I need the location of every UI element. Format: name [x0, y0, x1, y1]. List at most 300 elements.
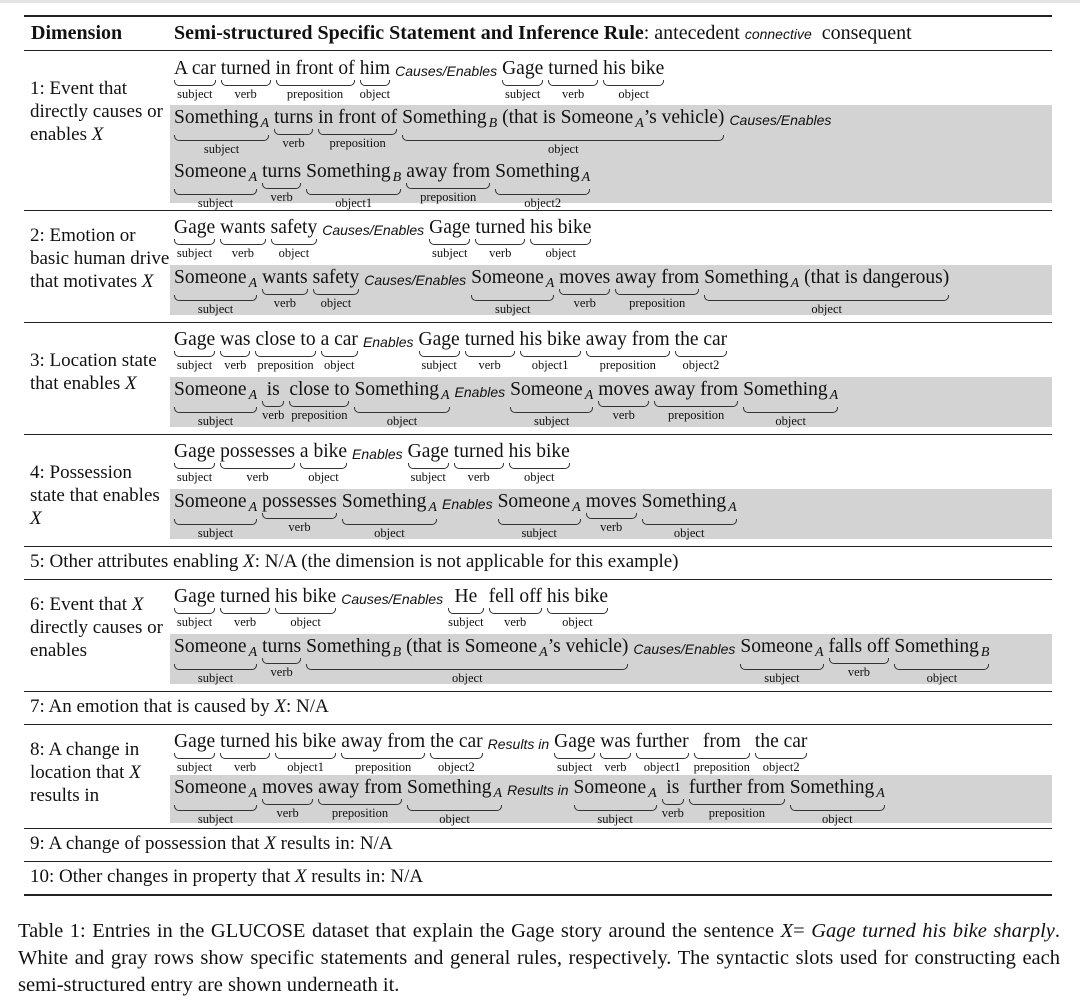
underbrace: [262, 183, 301, 189]
slot: [306, 160, 401, 210]
slot: [262, 266, 308, 310]
specific-statement: [174, 730, 812, 778]
table-row: [24, 211, 1052, 323]
slot-text: fell off: [488, 586, 542, 607]
slot-label: verb: [288, 520, 311, 534]
slot-label: object: [278, 246, 310, 260]
slot-text: further from: [688, 777, 785, 798]
slot-label: object: [452, 671, 483, 685]
slot-label: object: [523, 470, 555, 484]
slot-label: verb: [600, 520, 623, 534]
slot: [342, 490, 437, 540]
slot: [262, 378, 284, 422]
slot-text: Someone $_A$: [573, 777, 657, 801]
underbrace: [509, 463, 570, 469]
slot-subscript: A: [581, 170, 591, 185]
underbrace: [174, 664, 257, 670]
slot: [419, 328, 460, 372]
slot-subscript: A: [829, 388, 839, 403]
underbrace: [289, 401, 349, 407]
underbrace: [318, 129, 397, 135]
slot-text: moves: [585, 491, 637, 512]
slot: [262, 490, 337, 534]
slot: [289, 378, 349, 422]
slot-label: preposition: [257, 358, 314, 372]
slot-label: object2: [762, 760, 800, 774]
slot-text: Someone $_A$: [497, 491, 581, 515]
dimension-label: 4: Possession state that enables X: [30, 462, 160, 529]
slot-text: A car: [174, 58, 216, 79]
slot-text: Someone $_A$: [740, 636, 824, 660]
slot-text: Someone $_A$: [174, 777, 258, 801]
slot: [221, 57, 271, 101]
slot-text: is: [266, 379, 280, 400]
slot-label: subject: [197, 414, 234, 428]
slot-subscript: A: [572, 500, 581, 515]
slot-text: falls off: [828, 636, 890, 657]
slot-label: object: [811, 302, 842, 316]
slot: [174, 585, 215, 629]
slot-text: was: [600, 731, 631, 752]
slot-label: verb: [612, 408, 635, 422]
underbrace: [465, 351, 515, 357]
slot-text: away from: [585, 329, 670, 350]
slot-subscript: B: [392, 645, 402, 660]
slot: [341, 730, 425, 774]
connective: Causes/Enables: [633, 641, 736, 657]
slot-label: verb: [233, 615, 257, 629]
slot: [271, 216, 318, 260]
connective: Causes/Enables: [729, 112, 832, 128]
slot: [598, 378, 649, 422]
slot-text: Gage: [174, 731, 216, 752]
slot-text: away from: [318, 777, 402, 798]
underbrace: [694, 753, 750, 759]
slot-label: object: [562, 615, 593, 629]
table-caption: [18, 918, 1060, 999]
slot: [220, 328, 250, 372]
slot-text: a car: [320, 329, 358, 350]
slot-text: turns: [262, 636, 302, 657]
slot-label: subject: [177, 87, 213, 101]
underbrace: [740, 664, 823, 670]
slot-label: object: [775, 414, 806, 428]
slot-text: Something $_A$: [743, 379, 839, 403]
slot-text: wants: [262, 267, 308, 288]
specific-statement: [174, 57, 669, 105]
slot: [406, 160, 490, 204]
underbrace: [408, 463, 449, 469]
slot-label: subject: [197, 302, 234, 316]
slot-label: verb: [847, 665, 871, 679]
underbrace: [574, 805, 657, 811]
slot-label: preposition: [420, 190, 477, 204]
underbrace: [554, 753, 595, 759]
slot: [262, 776, 313, 820]
general-rule: [170, 634, 1052, 684]
slot-label: verb: [573, 296, 596, 310]
underbrace: [586, 513, 637, 519]
slot-label: verb: [276, 806, 299, 820]
slot: [174, 378, 257, 428]
slot-label: verb: [604, 760, 627, 774]
table-header: [24, 15, 1052, 51]
slot-text: Gage: [429, 217, 471, 238]
slot-label: object: [439, 812, 470, 826]
slot: [402, 106, 724, 156]
slot-text: Something $_A$: [789, 777, 885, 801]
slot-text: He: [454, 586, 478, 607]
header-consequent: consequent: [816, 22, 912, 44]
slot-text: Someone $_A$: [174, 379, 258, 403]
underbrace: [271, 239, 318, 245]
underbrace: [600, 753, 630, 759]
underbrace: [275, 608, 336, 614]
underbrace: [174, 80, 216, 86]
slot-subscript: A: [248, 500, 258, 515]
slot-text: Something $_A$: [495, 161, 591, 185]
slot-label: subject: [176, 470, 213, 484]
slot-text: Something $_B$: [306, 161, 402, 185]
slot-text: was: [220, 329, 251, 350]
underbrace: [755, 753, 808, 759]
slot: [704, 266, 949, 316]
underbrace: [471, 295, 554, 301]
slot-label: subject: [410, 470, 446, 484]
slot: [475, 216, 525, 260]
slot-text: his bike: [519, 329, 581, 350]
slot-subscript: A: [248, 388, 258, 403]
general-rule: [170, 105, 1052, 210]
slot-text: Something $_B$ (that is Someone $_A$’s vehicle): [402, 107, 725, 131]
slot-label: subject: [521, 526, 557, 540]
slot-subscript: A: [584, 388, 594, 403]
underbrace: [510, 407, 593, 413]
slot-label: verb: [233, 760, 257, 774]
slot: [502, 57, 543, 101]
slot-subscript: B: [392, 170, 402, 185]
slot: [220, 216, 266, 260]
slot-label: object: [673, 526, 705, 540]
underbrace: [448, 608, 483, 614]
underbrace: [341, 753, 425, 759]
slot: [174, 635, 257, 685]
slot: [465, 328, 515, 372]
underbrace: [174, 135, 269, 141]
slot-label: preposition: [355, 760, 412, 774]
slot-label: verb: [467, 470, 490, 484]
slot: [313, 266, 360, 310]
underbrace: [829, 658, 890, 664]
header-antecedent: : antecedent: [643, 22, 745, 44]
slot: [790, 776, 885, 826]
slot-label: verb: [262, 408, 285, 422]
underbrace: [615, 289, 699, 295]
underbrace: [318, 799, 402, 805]
slot: [275, 585, 336, 629]
slot: [740, 635, 823, 685]
underbrace: [221, 80, 271, 86]
slot: [471, 266, 554, 316]
slot-text: his bike: [530, 217, 592, 238]
slot-text: Gage: [174, 586, 216, 607]
underbrace: [174, 189, 257, 195]
underbrace: [454, 463, 504, 469]
connective: Enables: [352, 446, 403, 462]
slot: [174, 160, 257, 210]
slot-label: object: [386, 414, 418, 428]
slot-subscript: A: [728, 500, 737, 515]
slot-text: safety: [312, 267, 360, 288]
slot-text: Something $_B$ (that is Someone $_A$’s vehicle): [306, 636, 629, 660]
slot-text: turned: [548, 58, 599, 79]
slot-label: preposition: [286, 87, 344, 101]
slot-text: his bike: [508, 441, 570, 462]
slot-label: verb: [270, 190, 293, 204]
underbrace: [675, 351, 728, 357]
slot-label: object: [926, 671, 958, 685]
underbrace: [489, 608, 542, 614]
slot-text: his bike: [274, 586, 337, 607]
underbrace: [530, 239, 591, 245]
dimension-na: 7: An emotion that is caused by X: N/A: [30, 696, 329, 717]
slot-text: turned: [220, 731, 270, 752]
dimension-na: 10: Other changes in property that X results in: N/A: [30, 866, 424, 887]
underbrace: [174, 753, 215, 759]
specific-statement: [174, 585, 613, 633]
slot: [174, 776, 257, 826]
specific-statement: [174, 328, 732, 376]
slot-subscript: A: [545, 276, 555, 291]
slot-label: object: [618, 87, 649, 101]
slot: [262, 160, 301, 204]
dimension-label: 8: A change in location that X results in: [30, 739, 141, 806]
slot-label: subject: [197, 526, 234, 540]
underbrace: [407, 805, 502, 811]
slot-text: moves: [262, 777, 314, 798]
slot-text: turned: [464, 329, 515, 350]
dimension-label: 2: Emotion or basic human drive that motivates X: [30, 225, 170, 292]
general-rule: [170, 775, 1052, 826]
slot-label: preposition: [708, 806, 765, 820]
slot-label: subject: [197, 812, 234, 826]
slot-text: moves: [559, 267, 611, 288]
dimension-label: 1: Event that directly causes or enables X: [30, 78, 163, 145]
slot-label: object2: [682, 358, 720, 372]
specific-statement: [174, 216, 596, 264]
slot: [743, 378, 838, 428]
slot: [603, 57, 664, 101]
caption-variable: X: [780, 920, 794, 942]
slot: [354, 378, 449, 428]
slot: [554, 730, 595, 774]
underbrace: [306, 189, 401, 195]
slot-text: is: [666, 777, 680, 798]
table-row: [24, 547, 1052, 580]
slot-label: preposition: [693, 760, 750, 774]
underbrace: [598, 401, 649, 407]
slot: [318, 106, 397, 150]
underbrace: [559, 289, 610, 295]
table-row: [24, 51, 1052, 211]
slot: [220, 440, 295, 484]
slot-label: subject: [764, 671, 800, 685]
slot-text: possesses: [262, 491, 337, 512]
slot: [360, 57, 391, 101]
slot-text: moves: [598, 379, 650, 400]
slot-text: Something $_B$: [894, 636, 990, 660]
slot-text: from: [702, 731, 741, 752]
general-rule: [170, 265, 1052, 315]
slot-label: subject: [597, 812, 633, 826]
connective: Causes/Enables: [395, 63, 498, 79]
slot-text: the car: [754, 731, 808, 752]
top-edge: [0, 0, 1080, 3]
slot: [654, 378, 738, 422]
slot: [509, 440, 570, 484]
slot-text: turned: [220, 586, 270, 607]
slot-label: preposition: [291, 408, 348, 422]
underbrace: [220, 351, 250, 357]
underbrace: [548, 80, 598, 86]
slot-text: Someone $_A$: [174, 267, 258, 291]
slot-text: Gage: [502, 58, 544, 79]
underbrace: [704, 295, 949, 301]
slot-label: subject: [176, 760, 213, 774]
slot: [408, 440, 449, 484]
slot: [220, 585, 270, 629]
underbrace: [313, 289, 360, 295]
slot-text: Gage: [174, 441, 216, 462]
underbrace: [360, 80, 391, 86]
slot-text: safety: [270, 217, 318, 238]
slot-subscript: A: [248, 645, 258, 660]
slot: [547, 585, 608, 629]
underbrace: [274, 129, 313, 135]
slot-label: verb: [224, 358, 247, 372]
slot: [615, 266, 699, 310]
dimension-na: 5: Other attributes enabling X: N/A (the dimension is not applicable for this example): [30, 551, 679, 572]
slot-subscript: A: [428, 500, 437, 515]
slot-label: object: [308, 470, 339, 484]
underbrace: [174, 463, 215, 469]
header-connective: connective: [744, 26, 812, 42]
slot: [574, 776, 657, 826]
underbrace: [520, 351, 581, 357]
slot-label: subject: [421, 358, 457, 372]
underbrace: [174, 351, 215, 357]
underbrace: [654, 401, 738, 407]
header-statement-bold: Semi-structured Specific Statement and Inference Rule: [174, 22, 644, 44]
slot-text: the car: [430, 731, 483, 752]
slot-text: his bike: [546, 586, 609, 607]
slot: [306, 635, 628, 685]
underbrace: [262, 401, 284, 407]
slot-text: Gage: [554, 731, 596, 752]
slot-text: in front of: [318, 107, 398, 128]
slot-text: his bike: [274, 731, 337, 752]
underbrace: [475, 239, 525, 245]
slot-label: object: [545, 246, 577, 260]
underbrace: [406, 183, 490, 189]
slot-subscript: A: [648, 786, 657, 801]
slot-label: subject: [504, 87, 541, 101]
slot-label: subject: [197, 196, 234, 210]
underbrace: [894, 664, 989, 670]
underbrace: [342, 519, 437, 525]
slot-label: object: [359, 87, 391, 101]
caption-text-rest: . White and gray rows show specific statements and general rules, respectively. The syntactic slots used for constructing each semi-structured entry are shown underneath it.: [18, 920, 1061, 996]
slot-label: object1: [643, 760, 681, 774]
slot-label: object2: [438, 760, 475, 774]
slot-text: away from: [341, 731, 426, 752]
slot-label: subject: [448, 615, 484, 629]
slot-label: subject: [495, 302, 531, 316]
underbrace: [220, 463, 295, 469]
slot: [694, 730, 750, 774]
table-row: [24, 829, 1052, 862]
slot-subscript: A: [248, 786, 258, 801]
slot: [274, 106, 313, 150]
slot: [174, 106, 269, 156]
slot: [174, 440, 215, 484]
slot-label: preposition: [331, 806, 389, 820]
slot-label: object2: [524, 196, 562, 210]
underbrace: [354, 407, 449, 413]
dimension-label: 6: Event that X directly causes or enables: [30, 594, 163, 661]
connective: Causes/Enables: [322, 222, 425, 238]
slot-label: preposition: [599, 358, 656, 372]
slot: [430, 730, 483, 774]
slot-text: turns: [262, 161, 302, 182]
underbrace: [743, 407, 838, 413]
connective: Enables: [441, 496, 493, 512]
slot-label: verb: [270, 665, 293, 679]
slot: [275, 730, 336, 774]
slot-label: subject: [176, 246, 213, 260]
slot: [174, 490, 257, 540]
slot-text: turned: [475, 217, 526, 238]
underbrace: [430, 753, 483, 759]
slot-text: Gage: [174, 217, 216, 238]
slot-label: object: [290, 615, 321, 629]
connective: Results in: [487, 736, 550, 752]
underbrace: [174, 805, 257, 811]
underbrace: [174, 239, 215, 245]
slot-text: close to: [255, 329, 316, 350]
slot: [300, 440, 347, 484]
underbrace: [275, 753, 336, 759]
slot-text: Someone $_A$: [174, 491, 258, 515]
slot: [689, 776, 785, 820]
slot-text: close to: [289, 379, 350, 400]
underbrace: [402, 135, 724, 141]
underbrace: [276, 80, 355, 86]
slot-text: his bike: [603, 58, 665, 79]
connective: Enables: [362, 334, 414, 350]
underbrace: [502, 80, 543, 86]
slot: [829, 635, 890, 679]
slot: [321, 328, 358, 372]
slot-label: verb: [246, 470, 269, 484]
slot: [448, 585, 483, 629]
slot: [510, 378, 593, 428]
underbrace: [498, 519, 581, 525]
underbrace: [419, 351, 460, 357]
underbrace: [174, 407, 257, 413]
slot-subscript: A: [440, 388, 450, 403]
table-row: [24, 725, 1052, 829]
